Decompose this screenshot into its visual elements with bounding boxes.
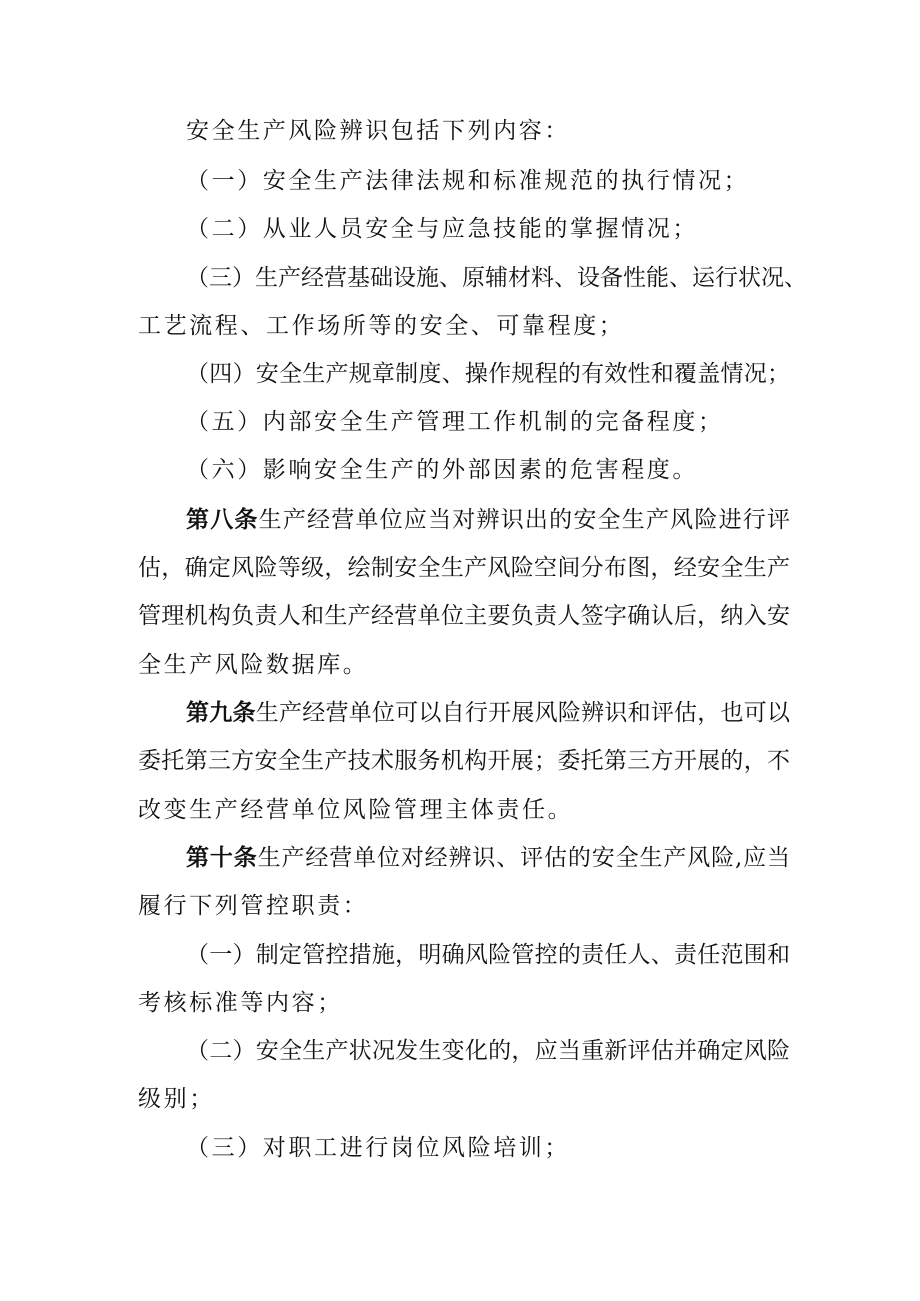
- risk-item-2: （二）从业人员安全与应急技能的掌握情况；: [186, 216, 698, 242]
- article-9-text-1: 生产经营单位可以自行开展风险辨识和评估，也可以: [255, 700, 791, 726]
- article-9-title: 第九条: [186, 700, 256, 726]
- article-8-line-1: [186, 505, 790, 535]
- article-8-line-2: 估，确定风险等级，绘制安全生产风险空间分布图，经安全生产: [138, 555, 790, 581]
- article-10-line-1: [186, 843, 790, 873]
- risk-item-4: （四）安全生产规章制度、操作规程的有效性和覆盖情况；: [186, 361, 790, 387]
- article-9-line-3: 改变生产经营单位风险管理主体责任。: [138, 797, 574, 823]
- risk-item-3-line-1: （三）生产经营基础设施、原辅材料、设备性能、运行状况、: [186, 265, 807, 291]
- duty-item-3: （三）对职工进行岗位风险培训；: [186, 1135, 570, 1161]
- risk-item-5: （五）内部安全生产管理工作机制的完备程度；: [186, 409, 724, 435]
- article-8-line-3: 管理机构负责人和生产经营单位主要负责人签字确认后，纳入安: [138, 603, 790, 629]
- article-10-line-2: 履行下列管控职责：: [138, 893, 369, 919]
- intro-line: 安全生产风险辨识包括下列内容：: [186, 118, 570, 144]
- duty-item-2-line-2: 级别；: [138, 1086, 215, 1112]
- risk-item-1: （一）安全生产法律法规和标准规范的执行情况；: [186, 168, 750, 194]
- risk-item-6: （六）影响安全生产的外部因素的危害程度。: [186, 457, 698, 483]
- duty-item-1-line-1: （一）制定管控措施，明确风险管控的责任人、责任范围和: [186, 942, 790, 968]
- article-9-line-1: [186, 698, 790, 728]
- article-10-text-1: 生产经营单位对经辨识、评估的安全生产风险,应当: [257, 845, 791, 871]
- article-10-title: 第十条: [186, 845, 258, 871]
- risk-item-3-line-2: 工艺流程、工作场所等的安全、可靠程度；: [138, 313, 625, 339]
- article-8-text-1: 生产经营单位应当对辨识出的安全生产风险进行评: [258, 507, 790, 533]
- duty-item-2-line-1: （二）安全生产状况发生变化的，应当重新评估并确定风险: [186, 1038, 790, 1064]
- article-8-title: 第八条: [186, 507, 259, 533]
- article-9-line-2: 委托第三方安全生产技术服务机构开展；委托第三方开展的，不: [138, 748, 790, 774]
- article-8-line-4: 全生产风险数据库。: [138, 652, 369, 678]
- duty-item-1-line-2: 考核标准等内容；: [138, 990, 343, 1016]
